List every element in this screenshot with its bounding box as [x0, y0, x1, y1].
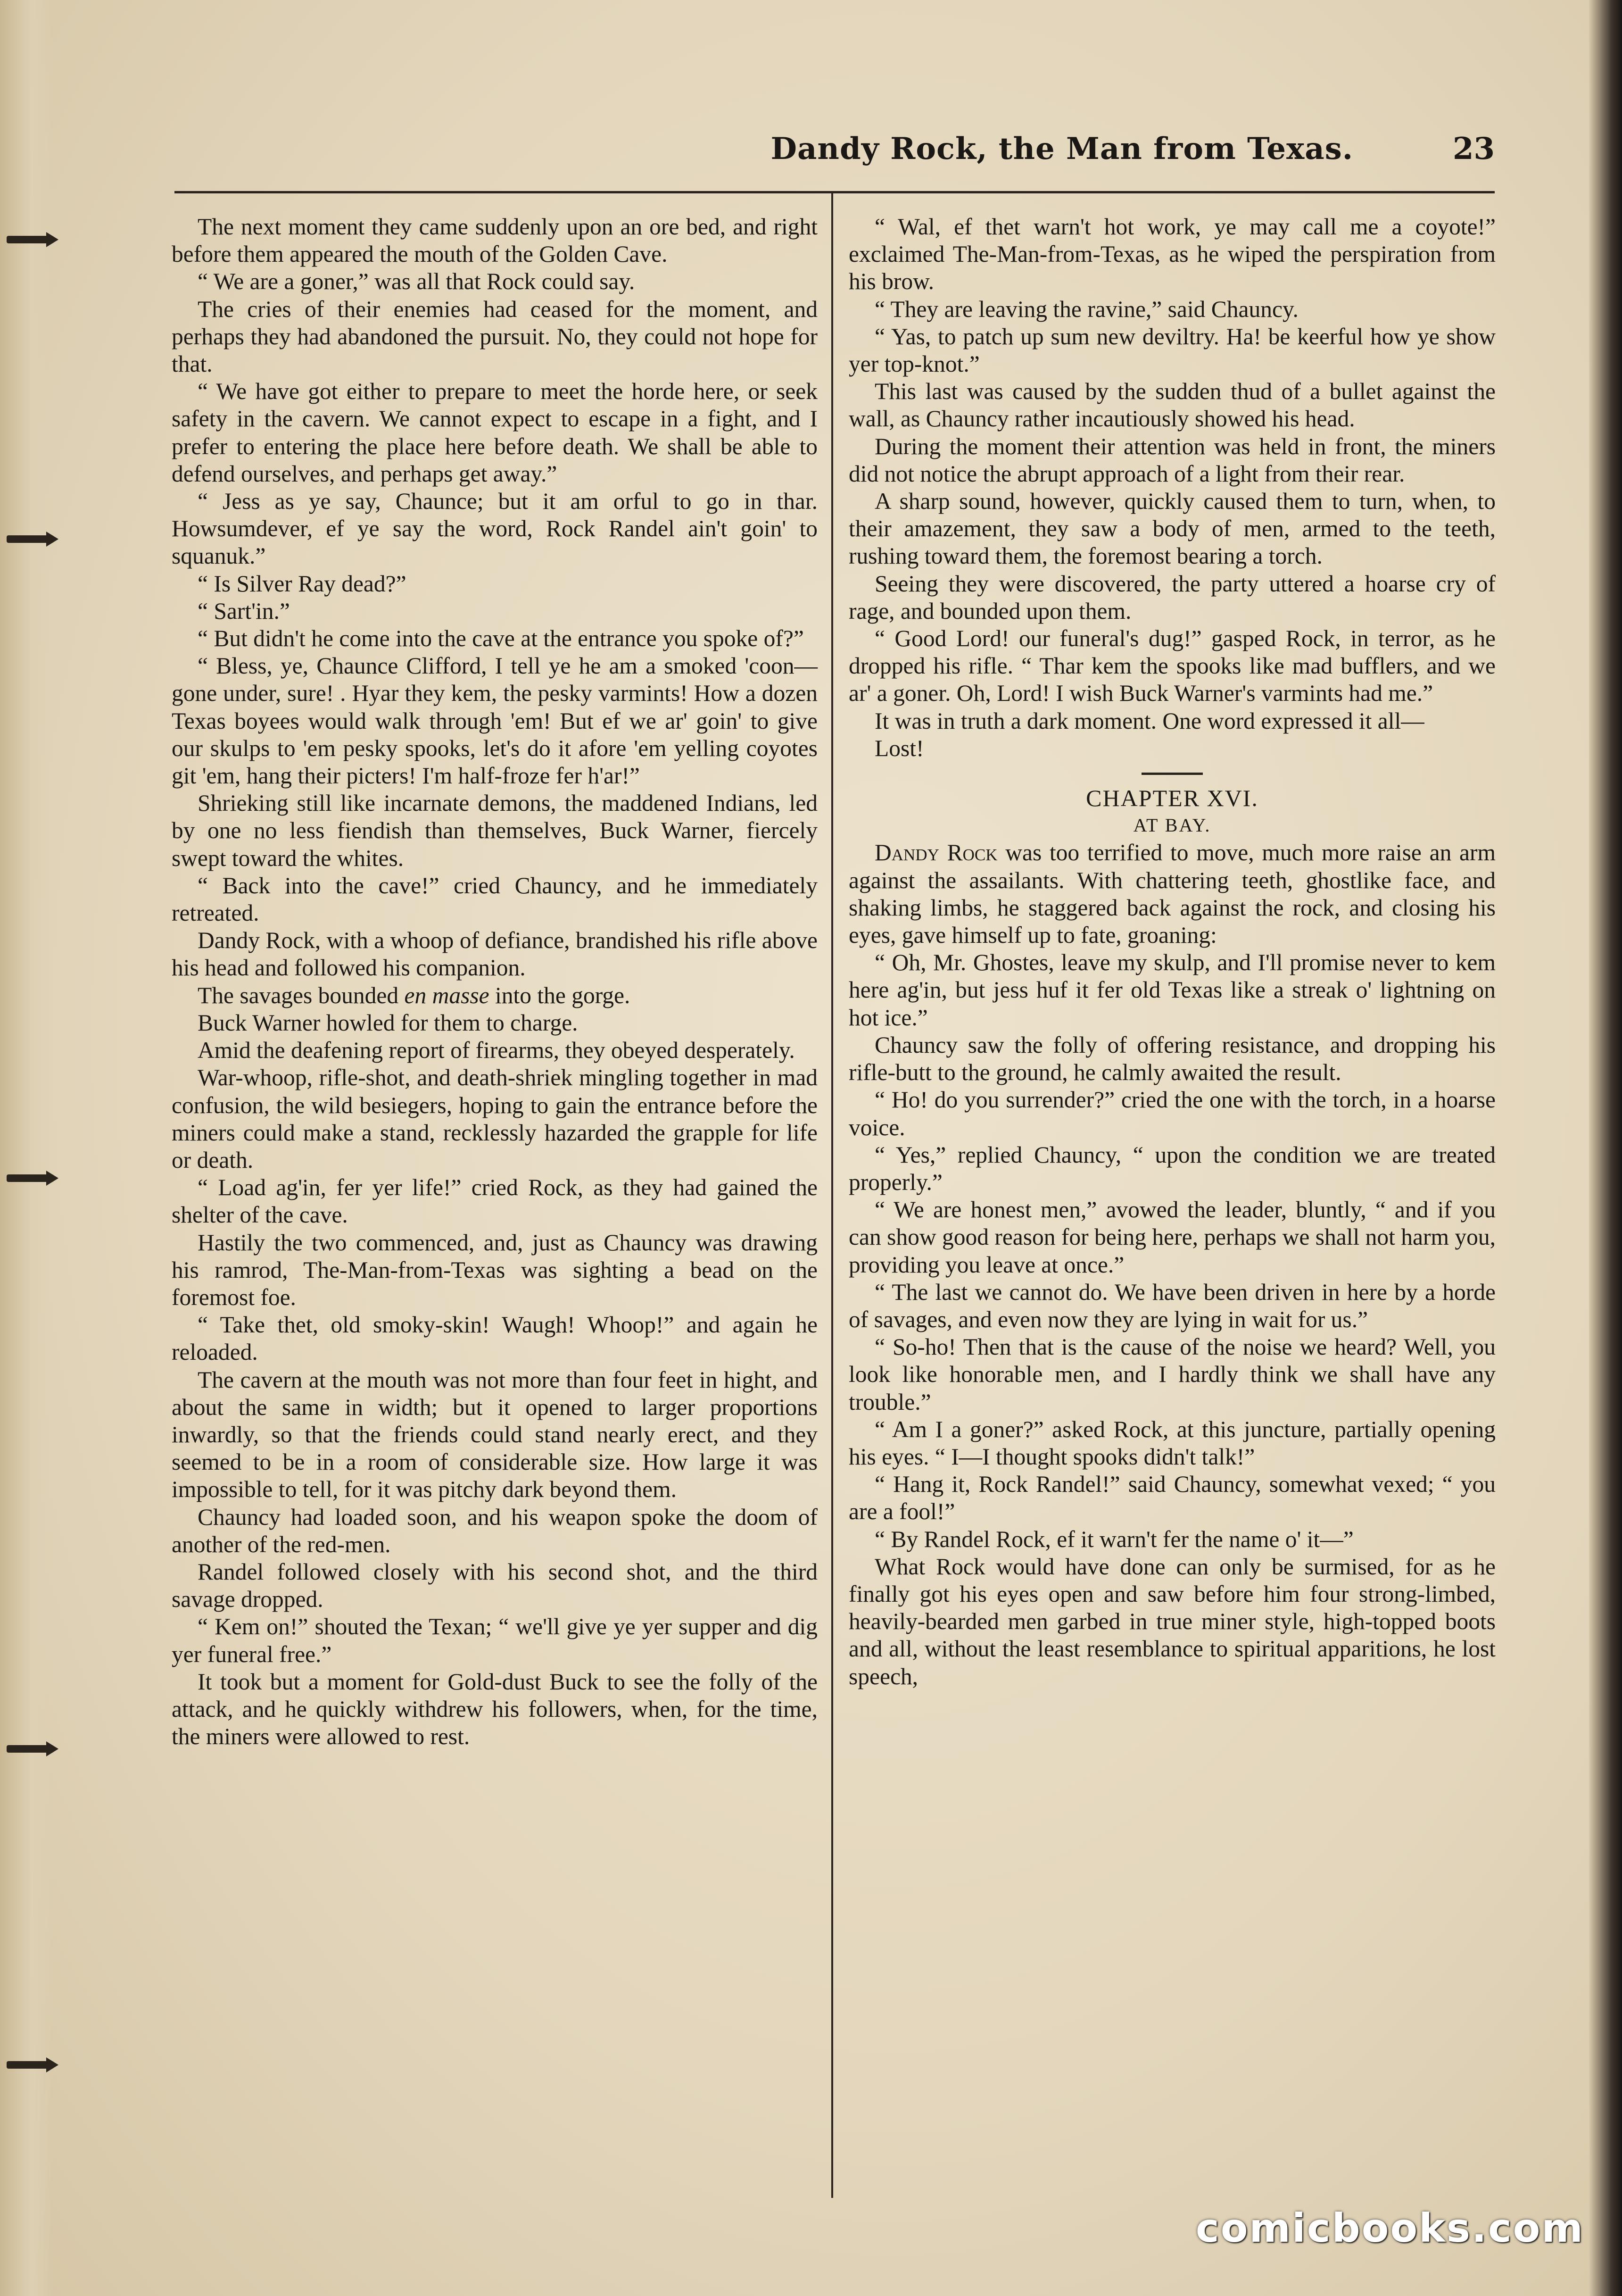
paragraph: The cries of their enemies had ceased for the moment, and perhaps they had abandoned the pursuit. No, they could not hope for that.	[172, 296, 818, 377]
paragraph: “ Sart'in.”	[198, 598, 290, 624]
paragraph: “ Wal, ef thet warn't hot work, ye may call me a coyote!” exclaimed The-Man-from-Texas, as he wiped the perspiration from his brow.	[849, 214, 1496, 295]
paragraph: “ Good Lord! our funeral's dug!” gasped Rock, in terror, as he dropped his rifle. “ Thar kem the spooks like mad bufflers, and we ar' a goner. Oh, Lord! I wish Buck Warner's varmints had me.”	[849, 625, 1496, 707]
paragraph: “ We are honest men,” avowed the leader, bluntly, “ and if you can show good reason for being here, perhaps we shall not harm you, providing you leave at once.”	[849, 1197, 1496, 1278]
paragraph: Seeing they were discovered, the party uttered a hoarse cry of rage, and bounded upon them.	[849, 570, 1496, 624]
chapter-opening-smallcaps: Dandy Rock	[875, 840, 998, 866]
paragraph: Amid the deafening report of firearms, they obeyed desperately.	[198, 1037, 795, 1064]
text-run: was too terrified to move, much more raise an arm against the assailants. With chattering teeth, ghostlike face, and shaking limbs, he staggered back against the rock, and closing his eyes, gave himself up to fate, groaning:	[849, 840, 1496, 948]
paragraph: “ The last we cannot do. We have been driven in here by a horde of savages, and even now they are lying in wait for us.”	[849, 1279, 1496, 1332]
paragraph: “ Load ag'in, fer yer life!” cried Rock, as they had gained the shelter of the cave.	[172, 1174, 818, 1228]
paragraph: The cavern at the mouth was not more than four feet in hight, and about the same in width; but it opened to larger proportions inwardly, so that the friends could stand nearly erect, and they seemed to be in a room of considerable size. How large it was impossible to tell, for it was pitchy dark beyond them.	[172, 1366, 818, 1503]
paragraph: “ We are a goner,” was all that Rock could say.	[198, 268, 635, 295]
paragraph: “ Hang it, Rock Randel!” said Chauncy, somewhat vexed; “ you are a fool!”	[849, 1471, 1496, 1525]
staple-icon	[7, 1174, 54, 1182]
paragraph: Shrieking still like incarnate demons, the maddened Indians, led by one no less fiendish than themselves, Buck Warner, fiercely swept toward the whites.	[172, 790, 818, 871]
page-number: 23	[1452, 131, 1495, 166]
paragraph: “ By Randel Rock, ef it warn't fer the name o' it—”	[875, 1526, 1354, 1552]
paragraph: Chauncy saw the folly of offering resistance, and dropping his rifle-butt to the ground, he calmly awaited the result.	[849, 1032, 1496, 1086]
paragraph: Randel followed closely with his second shot, and the third savage dropped.	[172, 1558, 818, 1613]
column-divider	[831, 191, 833, 2198]
paragraph: Chauncy had loaded soon, and his weapon spoke the doom of another of the red-men.	[172, 1504, 818, 1557]
running-title: Dandy Rock, the Man from Texas.	[770, 131, 1353, 166]
section-divider-rule	[1142, 773, 1203, 775]
paragraph: It took but a moment for Gold-dust Buck to see the folly of the attack, and he quickly withdrew his followers, when, for the time, the miners were allowed to rest.	[172, 1668, 818, 1750]
staple-icon	[7, 1745, 54, 1753]
header-rule	[174, 191, 1495, 193]
chapter-title: CHAPTER XVI.	[1086, 785, 1258, 812]
running-header	[174, 126, 1495, 183]
staple-icon	[7, 236, 54, 243]
staple-icon	[7, 535, 54, 543]
paragraph: “ Bless, ye, Chaunce Clifford, I tell ye he am a smoked 'coon—gone under, sure! . Hyar they kem, the pesky varmints! How a dozen Texas boyees would walk through 'em! But ef we ar' goin' to give our skulps to 'em pesky spooks, let's do it afore 'em yelling coyotes git 'em, hang their picters! I'm half-froze fer h'ar!”	[172, 653, 818, 789]
paragraph: “ Yas, to patch up sum new deviltry. Ha! be keerful how ye show yer top-knot.”	[849, 323, 1496, 377]
paragraph: Lost!	[875, 735, 924, 761]
site-watermark: comicbooks.com	[1196, 2205, 1584, 2251]
paragraph: “ Ho! do you surrender?” cried the one with the torch, in a hoarse voice.	[849, 1087, 1496, 1140]
paragraph: War-whoop, rifle-shot, and death-shriek mingling together in mad confusion, the wild besiegers, hoping to gain the entrance before the miners could make a stand, recklessly hazarded the grapple for life or death.	[172, 1065, 818, 1173]
paragraph: “ Am I a goner?” asked Rock, at this juncture, partially opening his eyes. “ I—I thought spooks didn't talk!”	[849, 1416, 1496, 1470]
chapter-opening-paragraph	[849, 839, 1496, 949]
paragraph: “ We have got either to prepare to meet the horde here, or seek safety in the cavern. We cannot expect to escape in a fight, and I prefer to entering the place here before death. We shall be able to defend ourselves, and perhaps get away.”	[172, 378, 818, 487]
paragraph: Hastily the two commenced, and, just as Chauncy was drawing his ramrod, The-Man-from-Texas was sighting a bead on the foremost foe.	[172, 1229, 818, 1310]
page-edge-shadow	[1589, 0, 1622, 2296]
paragraph: “ But didn't he come into the cave at the entrance you spoke of?”	[198, 625, 804, 652]
paragraph: The next moment they came suddenly upon an ore bed, and right before them appeared the mouth of the Golden Cave.	[172, 214, 818, 267]
paragraph: Dandy Rock, with a whoop of defiance, brandished his rifle above his head and followed his companion.	[172, 927, 818, 981]
right-column	[849, 213, 1496, 1690]
text-run: into the gorge.	[495, 982, 630, 1008]
paragraph: “ Back into the cave!” cried Chauncy, and he immediately retreated.	[172, 872, 818, 926]
paragraph: “ They are leaving the ravine,” said Chauncy.	[875, 296, 1299, 322]
paragraph: A sharp sound, however, quickly caused them to turn, when, to their amazement, they saw a body of men, armed to the teeth, rushing toward them, the foremost bearing a torch.	[849, 488, 1496, 569]
chapter-subtitle: AT BAY.	[1133, 815, 1211, 836]
paragraph: “ Yes,” replied Chauncy, “ upon the condition we are treated properly.”	[849, 1141, 1496, 1195]
paragraph	[172, 982, 818, 1009]
paragraph: “ Jess as ye say, Chaunce; but it am orful to go in thar. Howsumdever, ef ye say the word, Rock Randel ain't goin' to squanuk.”	[172, 488, 818, 569]
binding-margin	[0, 0, 52, 2296]
paragraph: Buck Warner howled for them to charge.	[198, 1009, 578, 1036]
paragraph: “ Kem on!” shouted the Texan; “ we'll give ye yer supper and dig yer funeral free.”	[172, 1614, 818, 1667]
italic-phrase: en masse	[404, 982, 489, 1008]
paragraph: “ Is Silver Ray dead?”	[198, 570, 406, 597]
paragraph: This last was caused by the sudden thud of a bullet against the wall, as Chauncy rather incautiously showed his head.	[849, 378, 1496, 432]
paragraph: During the moment their attention was held in front, the miners did not notice the abrupt approach of a light from their rear.	[849, 433, 1496, 487]
left-column	[172, 213, 818, 1750]
staple-icon	[7, 2061, 54, 2069]
text-run: The savages bounded	[198, 982, 399, 1008]
paragraph: “ So-ho! Then that is the cause of the noise we heard? Well, you look like honorable men, and I hardly think we shall have any trouble.”	[849, 1334, 1496, 1415]
paragraph: What Rock would have done can only be surmised, for as he finally got his eyes open and saw before him four strong-limbed, heavily-bearded men garbed in true miner style, high-topped boots and all, without the least resemblance to spiritual apparitions, he lost speech,	[849, 1553, 1496, 1689]
paragraph: “ Oh, Mr. Ghostes, leave my skulp, and I'll promise never to kem here ag'in, but jess huf it fer old Texas like a streak o' lightning on hot ice.”	[849, 949, 1496, 1031]
paragraph: “ Take thet, old smoky-skin! Waugh! Whoop!” and again he reloaded.	[172, 1312, 818, 1365]
paragraph: It was in truth a dark moment. One word expressed it all—	[875, 707, 1424, 734]
